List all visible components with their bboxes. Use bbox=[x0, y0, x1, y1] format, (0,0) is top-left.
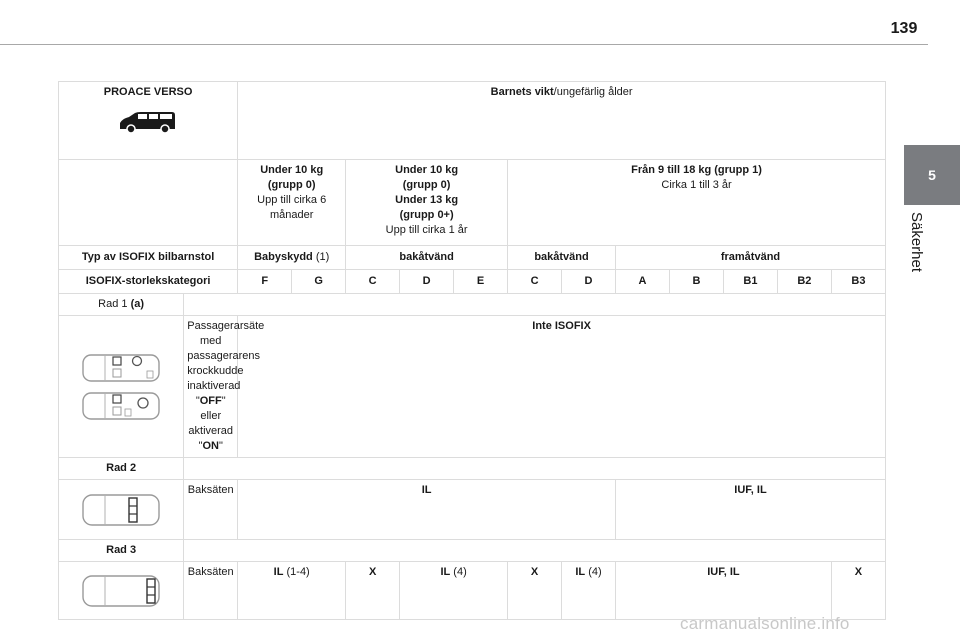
chapter-title-text: Säkerhet bbox=[908, 212, 925, 273]
chapter-number: 5 bbox=[928, 167, 936, 183]
row3-cell: IUF, IL bbox=[616, 562, 832, 620]
row3-value: IL bbox=[273, 566, 284, 578]
empty-cell bbox=[184, 540, 886, 562]
empty-cell bbox=[59, 160, 238, 246]
size-class: G bbox=[292, 270, 346, 294]
group-age: Upp till cirka 6 bbox=[257, 194, 327, 206]
size-label: ISOFIX-storlekskategori bbox=[59, 270, 238, 294]
type-cell: bakåtvänd bbox=[346, 246, 508, 270]
seat-desc-line: med bbox=[200, 335, 222, 347]
isofix-table bbox=[58, 81, 886, 620]
row3-cell: X bbox=[831, 562, 885, 620]
empty-cell bbox=[184, 458, 886, 480]
seat-desc-line: krockkudde bbox=[187, 365, 244, 377]
type-cell bbox=[238, 246, 346, 270]
row2-iuf: IUF, IL bbox=[616, 480, 886, 540]
group-name: (grupp 0) bbox=[402, 179, 451, 191]
row2-seat-icon bbox=[81, 490, 161, 530]
table-row bbox=[59, 540, 886, 562]
group-weight: Under 10 kg bbox=[395, 164, 459, 176]
chapter-title bbox=[908, 212, 925, 273]
group-cell bbox=[346, 160, 508, 246]
size-class: D bbox=[562, 270, 616, 294]
row3-cell: X bbox=[508, 562, 562, 620]
header-rule bbox=[0, 44, 928, 45]
group-age: månader bbox=[269, 209, 314, 221]
model-name: PROACE VERSO bbox=[103, 86, 193, 98]
row3-note: (4) bbox=[585, 566, 602, 578]
seat-desc-line bbox=[187, 379, 241, 409]
van-icon bbox=[117, 108, 179, 136]
page-number: 139 bbox=[890, 20, 918, 37]
row-label-text: Rad 1 bbox=[98, 298, 131, 310]
type-cell: framåtvänd bbox=[616, 246, 886, 270]
seat-desc-line: passagerarens bbox=[187, 350, 261, 362]
group-name: (grupp 0) bbox=[267, 179, 316, 191]
table-row bbox=[59, 270, 886, 294]
seat-desc-line: Passagerarsäte bbox=[187, 320, 265, 332]
group-cell bbox=[238, 160, 346, 246]
table-row bbox=[59, 562, 886, 620]
row1-value: Inte ISOFIX bbox=[238, 316, 886, 458]
row3-cell bbox=[238, 562, 346, 620]
row3-value: IL bbox=[440, 566, 451, 578]
quote: " bbox=[198, 440, 203, 452]
group-age: Cirka 1 till 3 år bbox=[661, 179, 732, 191]
table-row bbox=[59, 458, 886, 480]
table-row bbox=[59, 246, 886, 270]
group-name: (grupp 0+) bbox=[399, 209, 454, 221]
row3-note: (1-4) bbox=[283, 566, 310, 578]
row3-seat-icon bbox=[81, 571, 161, 611]
size-class: B3 bbox=[831, 270, 885, 294]
group-weight: Under 13 kg bbox=[395, 194, 459, 206]
type-note: (1) bbox=[312, 251, 330, 263]
table-row bbox=[59, 294, 886, 316]
size-class: D bbox=[400, 270, 454, 294]
type-label: Typ av ISOFIX bilbarnstol bbox=[59, 246, 238, 270]
quote: " bbox=[221, 395, 226, 407]
table-row bbox=[59, 82, 886, 160]
seat-cell: Baksäten bbox=[184, 562, 238, 620]
row3-cell bbox=[400, 562, 508, 620]
size-class: A bbox=[616, 270, 670, 294]
model-cell bbox=[59, 82, 238, 160]
size-class: C bbox=[346, 270, 400, 294]
row-label: Rad 2 bbox=[59, 458, 184, 480]
quote: " bbox=[218, 440, 223, 452]
airbag-on-text: ON bbox=[202, 440, 219, 452]
group-age: Upp till cirka 1 år bbox=[385, 224, 468, 236]
size-class: E bbox=[454, 270, 508, 294]
size-class: B1 bbox=[723, 270, 777, 294]
seat-desc-line bbox=[187, 439, 234, 454]
seat-diagram-cell bbox=[59, 480, 184, 540]
quote: inaktiverad " bbox=[187, 380, 241, 407]
seat-cell: Baksäten bbox=[184, 480, 238, 540]
group-cell bbox=[508, 160, 886, 246]
size-class: F bbox=[238, 270, 292, 294]
group-weight: Under 10 kg bbox=[260, 164, 324, 176]
empty-cell bbox=[184, 294, 886, 316]
row2-il: IL bbox=[238, 480, 616, 540]
size-class: B bbox=[669, 270, 723, 294]
front-seat-airbag-off-icon bbox=[81, 351, 161, 385]
type-cell: bakåtvänd bbox=[508, 246, 616, 270]
row3-cell: X bbox=[346, 562, 400, 620]
table-row bbox=[59, 316, 886, 458]
seat-desc-line: eller aktiverad bbox=[188, 410, 234, 437]
row3-cell bbox=[562, 562, 616, 620]
row-label: Rad 3 bbox=[59, 540, 184, 562]
table-row bbox=[59, 480, 886, 540]
weight-header-cell bbox=[238, 82, 886, 160]
weight-header-rest: /ungefärlig ålder bbox=[553, 86, 633, 98]
table-row bbox=[59, 160, 886, 246]
row-label-note: (a) bbox=[130, 298, 145, 310]
row3-note: (4) bbox=[450, 566, 467, 578]
row-label bbox=[59, 294, 184, 316]
seat-desc-cell bbox=[184, 316, 265, 458]
size-class: C bbox=[508, 270, 562, 294]
chapter-tab[interactable] bbox=[904, 145, 960, 205]
airbag-off-text: OFF bbox=[199, 395, 222, 407]
seat-diagram-cell bbox=[59, 562, 184, 620]
seat-diagram-cell bbox=[59, 316, 184, 458]
size-class: B2 bbox=[777, 270, 831, 294]
group-weight: Från 9 till 18 kg (grupp 1) bbox=[631, 164, 762, 176]
type-value: Babyskydd bbox=[254, 251, 313, 263]
row3-value: IL bbox=[575, 566, 586, 578]
weight-header-bold: Barnets vikt bbox=[490, 86, 554, 98]
watermark: carmanualsonline.info bbox=[680, 614, 850, 633]
front-seat-airbag-on-icon bbox=[81, 389, 161, 423]
